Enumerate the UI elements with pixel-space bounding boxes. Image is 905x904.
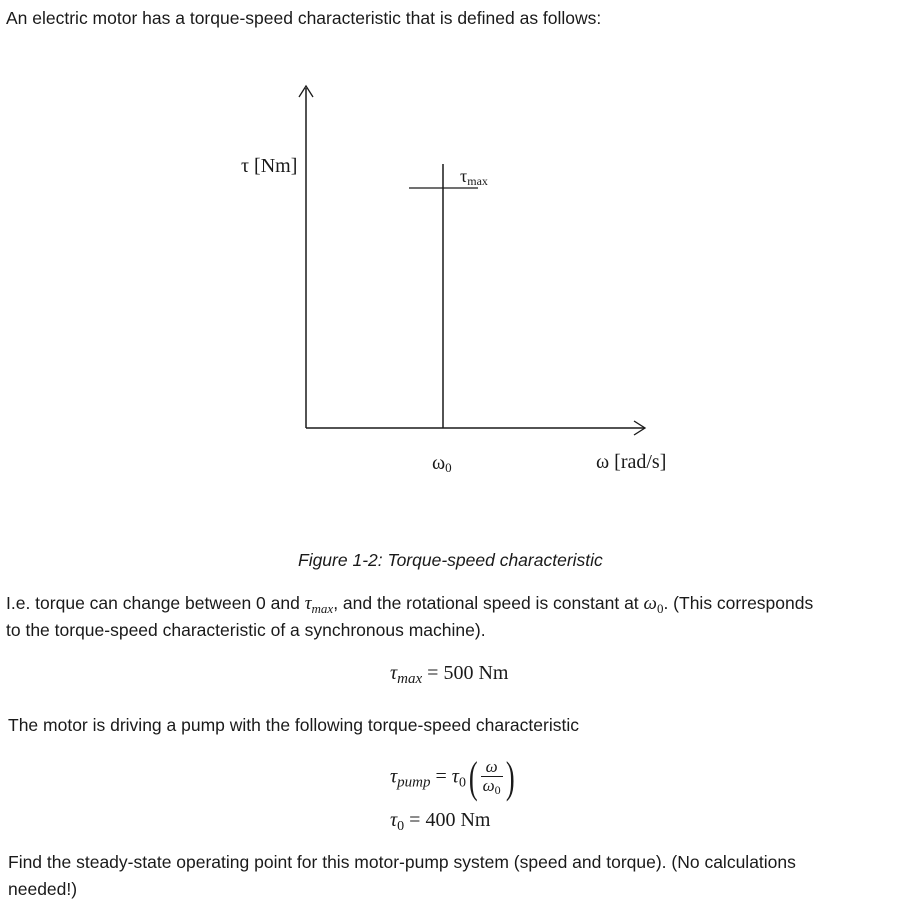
question-line-1: Find the steady-state operating point for this motor-pump system (speed and torque). (No calculations bbox=[8, 852, 796, 872]
tau-max-label: τmax bbox=[460, 166, 488, 188]
omega0-label: ω0 bbox=[432, 452, 452, 475]
equation-tau0: $\tau_0 = 400$ Nm bbox=[390, 809, 491, 834]
omega-ratio-fraction: $\frac{\omega}{\omega 0}$ bbox=[482, 756, 501, 797]
paragraph-2: The motor is driving a pump with the following torque-speed characteristic bbox=[8, 715, 579, 735]
intro-text: An electric motor has a torque-speed characteristic that is defined as follows: bbox=[6, 8, 602, 28]
equation-tau-max: $\tau_{max} = 500$ Nm bbox=[390, 662, 509, 687]
paragraph-1-line-1: I.e. torque can change between 0 and $\tau_{max}$, and the rotational speed is constant at $\omega_0$. (This corresponds bbox=[6, 593, 814, 616]
figure-caption: Figure 1-2: Torque-speed characteristic bbox=[298, 550, 603, 570]
paragraph-1-line-2: to the torque-speed characteristic of a synchronous machine). bbox=[6, 620, 486, 640]
question-line-2: needed!) bbox=[8, 879, 78, 899]
y-axis-label: τ [Nm] bbox=[241, 155, 298, 177]
x-axis-label: ω [rad/s] bbox=[596, 451, 667, 473]
equation-pump: $\tau_{pump} = \tau_0$( $\frac{\omega}{\omega 0}$ ) bbox=[390, 753, 515, 802]
